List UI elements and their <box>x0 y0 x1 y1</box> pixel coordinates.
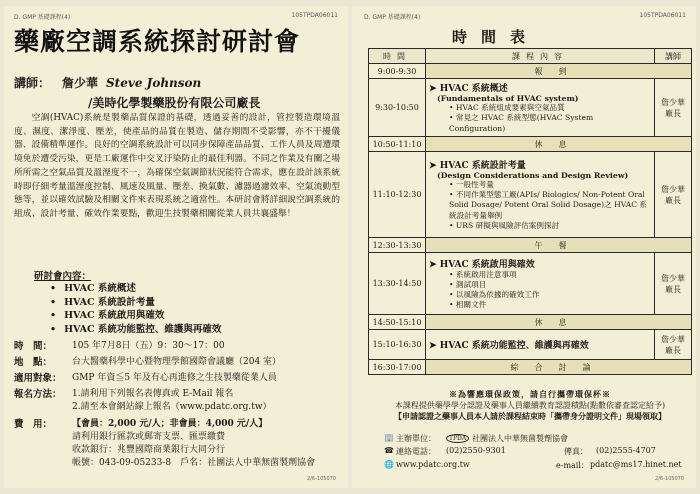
speaker-name <box>62 74 201 91</box>
session-content <box>426 253 655 315</box>
list-item: • 相關文件 <box>449 300 651 310</box>
header-course: D. GMP 基礎課程(4) <box>14 14 71 21</box>
header-code: 105TPDA06011 <box>639 12 686 19</box>
info-value: 台大醫藥科學中心暨物理學館國際會議廳（204 室） <box>72 357 282 367</box>
table-row <box>369 137 692 152</box>
table-row <box>369 360 692 375</box>
session-title: ➤ HVAC 系統概述 <box>429 81 651 94</box>
col-time-header: 時間 <box>369 49 426 64</box>
session-title: ➤ HVAC 系統啟用與確效 <box>429 257 651 270</box>
row-break-label: 休息 <box>426 315 692 330</box>
topic-item: • HVAC 系統概述 <box>50 282 221 296</box>
table-row <box>369 238 692 253</box>
info-value: 105 年7月8日（五）9：30～17：00 <box>72 341 225 351</box>
session-content <box>426 152 655 238</box>
col-speaker-header: 講師 <box>655 49 692 64</box>
schedule-table <box>368 48 692 375</box>
row-time: 15:10-16:30 <box>369 330 426 360</box>
list-item: • HVAC 系統組成要素與空氣品質 <box>449 103 651 113</box>
tpda-logo: TPDA <box>446 434 469 443</box>
footer-code: 2/6-105070 <box>655 476 684 482</box>
info-label: 適用對象： <box>14 373 62 384</box>
header-course: D. GMP 基礎課程(4) <box>364 14 421 21</box>
row-break-label: 綜合討論 <box>426 360 692 375</box>
list-item: • 系統啟用注意事項 <box>449 270 651 280</box>
speaker-org: /美時化學製藥股份有限公司廠長 <box>88 96 261 110</box>
footer-code: 2/6-105070 <box>307 476 336 482</box>
row-time: 9:00-9:30 <box>369 64 426 79</box>
col-content-header: 課程內容 <box>426 49 655 64</box>
intro-paragraph: 空調(HVAC)系統是製藥品質保證的基礎，透過妥善的設計，管控製造環境溫度、濕度、潔淨度、壓差，使產品的品質在製造、儲存期間不受影響，亦不干擾儀器、設備精準運作。良好的空調系統設計可以同步保障產品品質、工作人員及周遭環境免於遭受污染，更是工廠運作中交叉汙染防止的最佳利器。不同之作業及有關之場所所需之空氣品質及溫溼度不一，為確保空氣調節狀況能符合需求，應在設計該系統時即仔細考量溫溼度控制、風速及風量、壓差、換氣數、濾器過濾效率、空氣流動型態等，並以確效試驗及相關文件來表現系統之適當性。本研討會將詳細說空調系統的組成、設計考量、確效作業要點，歡迎生技製藥相關從業人員共襄盛舉！ <box>14 113 340 219</box>
list-item: • URS 研擬與風險評估案例探討 <box>449 221 651 231</box>
building-icon: 🏢 <box>384 433 394 442</box>
credit-notice: 本課程提供藥學學分認證及藥事人員繼續教育認證積點(點數依審查認定給予) <box>394 401 666 410</box>
table-row <box>369 253 692 315</box>
row-break-label: 午餐 <box>426 238 692 253</box>
info-label: 報名方法： <box>14 389 62 400</box>
topics-list <box>50 282 221 336</box>
table-row <box>369 315 692 330</box>
session-items <box>429 180 651 231</box>
organizer-label: 主辦單位： <box>396 434 436 443</box>
row-speaker: 詹少華 廠長 <box>655 253 692 315</box>
info-value: GMP 年資≦5 年及有心再進修之生技製藥從業人員 <box>72 373 277 383</box>
list-item: • 以風險為依據的確效工作 <box>449 290 651 300</box>
row-time: 12:30-13:30 <box>369 238 426 253</box>
row-speaker: 詹少華 廠長 <box>655 330 692 360</box>
row-break-label: 報到 <box>426 64 692 79</box>
session-items <box>429 270 651 311</box>
speaker-label: 講師： <box>14 76 51 90</box>
email-label: e-mail： <box>556 461 589 470</box>
row-speaker: 詹少華 廠長 <box>655 79 692 137</box>
row-time: 13:30-14:50 <box>369 253 426 315</box>
fax-label: 傳真： <box>564 447 588 456</box>
session-items <box>429 103 651 134</box>
table-row <box>369 79 692 137</box>
topic-item: • HVAC 系統啟用與確效 <box>50 309 221 323</box>
phone-number[interactable]: (02)2550-9301 <box>446 446 506 455</box>
table-row <box>369 64 692 79</box>
globe-icon: 🌐 <box>384 460 394 469</box>
table-row <box>369 152 692 238</box>
session-title-en: (Fundamentals of HVAC system) <box>437 94 579 104</box>
phone-icon: ☎ <box>384 446 394 455</box>
id-notice: 【申請認證之藥事人員本人請於課程結束時「攜帶身分證明文件」現場領取】 <box>394 411 666 421</box>
eco-notice: ※為響應環保政策，請自行攜帶環保杯※ <box>449 389 611 399</box>
session-title-en: (Design Considerations and Design Review) <box>437 170 629 180</box>
row-break-label: 休息 <box>426 137 692 152</box>
email-link[interactable]: pdatc@ms17.hinet.net <box>590 460 682 469</box>
row-time: 9:30-10:50 <box>369 79 426 137</box>
row-speaker: 詹少華 廠長 <box>655 152 692 238</box>
list-item: • 一般性考量 <box>449 180 651 190</box>
info-value: 帳號：043-09-05233-8 戶名：社團法人中華無菌製劑協會 <box>72 458 316 468</box>
session-content <box>426 79 655 137</box>
organizer-name: 社團法人中華無菌製劑協會 <box>472 434 568 443</box>
topic-item: • HVAC 系統設計考量 <box>50 296 221 310</box>
list-item: • 常見之 HVAC 系統型態(HVAC System Configuration) <box>449 113 651 133</box>
info-value: 收款銀行：兆豐國際商業銀行大同分行 <box>72 445 226 455</box>
topic-item: • HVAC 系統功能監控、維護與再確效 <box>50 323 221 337</box>
registration-website[interactable]: 2.請至本會網站線上報名（www.pdatc.org.tw） <box>72 402 272 412</box>
table-row <box>369 330 692 360</box>
info-value: 1.請利用下列報名表傳真或 E-Mail 報名 <box>72 389 234 399</box>
speaker-name-en: Steve Johnson <box>106 76 202 90</box>
table-header-row <box>369 49 692 64</box>
header-code: 105TPDA06011 <box>291 12 338 19</box>
website-link[interactable]: www.pdatc.org.tw <box>396 460 470 469</box>
info-value: 請利用銀行匯款或郵寄支票、匯票繳費 <box>72 432 226 442</box>
left-page <box>4 6 348 488</box>
page-title: 藥廠空調系統探討研討會 <box>14 27 301 56</box>
row-time: 14:50-15:10 <box>369 315 426 330</box>
phone-label: 連絡電話： <box>396 447 436 456</box>
session-content <box>426 330 655 360</box>
speaker-name-zh: 詹少華 <box>62 76 99 90</box>
list-item: • 測試項目 <box>449 280 651 290</box>
topics-heading: 研討會內容： <box>34 271 92 282</box>
schedule-title: 時間表 <box>452 26 539 50</box>
info-label: 時 間： <box>14 341 53 352</box>
fax-number: (02)2555-4707 <box>596 446 656 455</box>
notice-block <box>368 389 692 422</box>
session-title: ➤ HVAC 系統功能監控、維護與再確效 <box>429 338 651 351</box>
info-label: 地 點： <box>14 357 53 368</box>
row-time: 10:50-11:10 <box>369 137 426 152</box>
row-time: 16:30-17:00 <box>369 360 426 375</box>
right-page <box>352 6 696 488</box>
info-label: 費 用： <box>14 419 53 430</box>
info-value: 【會員：2,000 元/人；非會員：4,000 元/人】 <box>72 419 268 429</box>
list-item: • 不同作業型態工廠(APIs/ Biologics/ Non-Potent Oral Solid Dosage/ Potent Oral Solid Dosage)之 HVAC 系統設計考量舉例 <box>449 190 651 221</box>
session-title: ➤ HVAC 系統設計考量 <box>429 158 651 171</box>
row-time: 11:10-12:30 <box>369 152 426 238</box>
